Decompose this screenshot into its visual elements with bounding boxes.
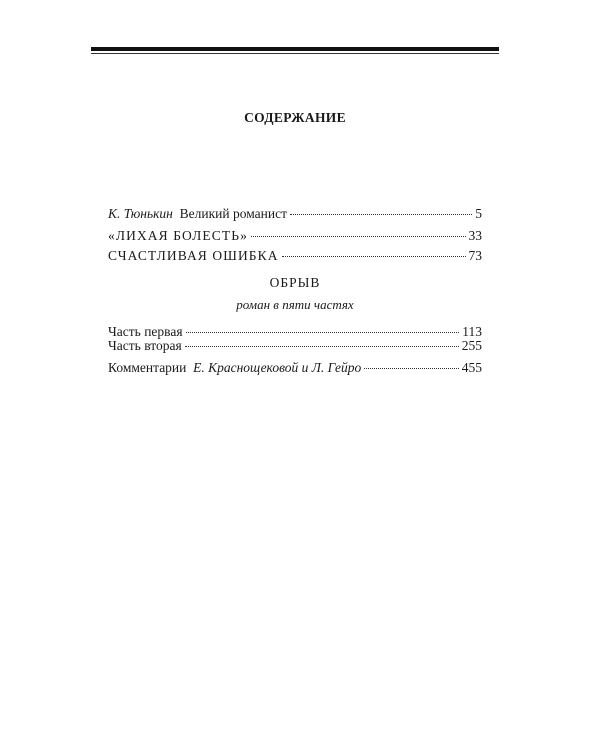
- header-rule-thin: [91, 53, 499, 54]
- header-rule-thick: [91, 47, 499, 51]
- toc-entry-label: [108, 360, 361, 376]
- page-title: СОДЕРЖАНИЕ: [244, 110, 346, 125]
- dot-leader: [251, 236, 466, 237]
- toc-entry-page: 455: [461, 360, 482, 375]
- toc-entry-likhaya-bolest: [108, 228, 482, 244]
- toc-entry-title: Часть вторая: [108, 338, 182, 353]
- toc-entry-title: СЧАСТЛИВАЯ ОШИБКА: [108, 248, 279, 263]
- dot-leader: [186, 332, 460, 333]
- toc-entry-label: [108, 206, 287, 222]
- toc-entry-schastlivaya-oshibka: [108, 248, 482, 264]
- toc-entry-introduction: [108, 206, 482, 222]
- dot-leader: [364, 368, 459, 369]
- section-heading-obryv: ОБРЫВ: [269, 275, 321, 290]
- toc-entry-author: К. Тюнькин: [108, 206, 173, 221]
- toc-entry-commentary: [108, 360, 482, 376]
- dot-leader: [185, 346, 459, 347]
- toc-entry-page: 33: [468, 228, 482, 243]
- toc-entry-title: Комментарии: [108, 360, 187, 375]
- dot-leader: [290, 214, 472, 215]
- toc-entry-title: «ЛИХАЯ БОЛЕСТЬ»: [108, 228, 248, 243]
- toc-entry-part-two: [108, 338, 482, 354]
- toc-entry-page: 255: [461, 338, 482, 353]
- toc-entry-page: 5: [475, 206, 482, 221]
- toc-entry-title: Великий романист: [179, 206, 287, 221]
- toc-entry-page: 113: [462, 324, 482, 339]
- dot-leader: [282, 256, 466, 257]
- toc-entry-title: Часть первая: [108, 324, 183, 339]
- section-subtitle: роман в пяти частях: [236, 297, 354, 312]
- toc-entry-page: 73: [468, 248, 482, 263]
- toc-entry-author: Е. Краснощековой и Л. Гейро: [193, 360, 362, 375]
